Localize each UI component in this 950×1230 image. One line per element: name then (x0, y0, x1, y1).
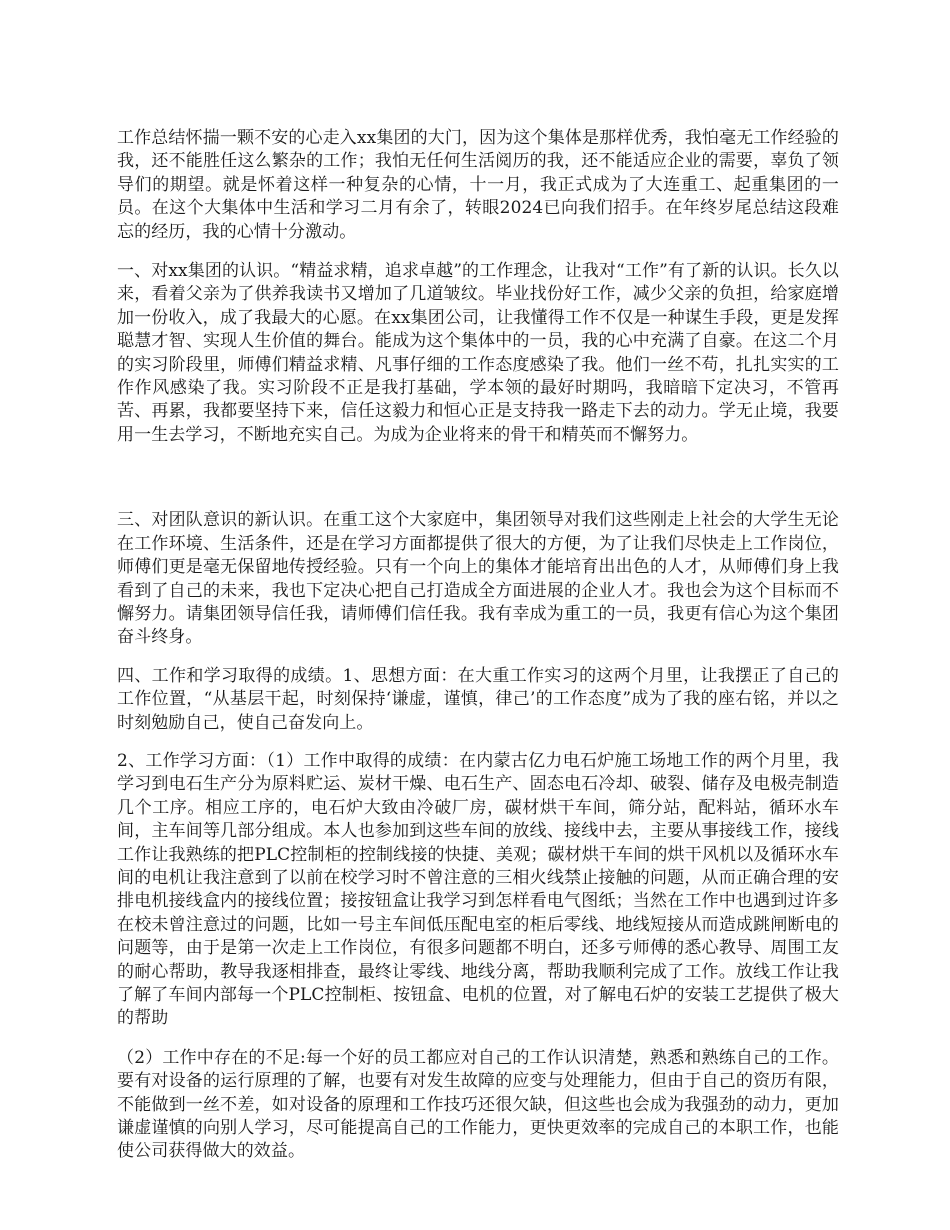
document-page (117, 127, 839, 1164)
paragraph-section-4: 四、工作和学习取得的成绩。1、思想方面：在大重工作实习的这两个月里，让我摆正了自己的工作位置，“从基层干起，时刻保持‘谦虚，谨慎，律己’的工作态度”成为了我的座右铭，并以之时刻勉励自己，使自己奋发向上。 (117, 665, 839, 733)
paragraph-intro: 工作总结怀揣一颗不安的心走入xx集团的大门，因为这个集体是那样优秀，我怕毫无工作经验的我，还不能胜任这么繁杂的工作；我怕无任何生活阅历的我，还不能适应企业的需要，辜负了领导们的期望。就是怀着这样一种复杂的心情，十一月，我正式成为了大连重工、起重集团的一员。在这个大集体中生活和学习二月有余了，转眼2024已向我们招手。在年终岁尾总结这段难忘的经历，我的心情十分激动。 (117, 128, 839, 242)
paragraph-section-1: 一、对xx集团的认识。“精益求精，追求卓越”的工作理念，让我对“工作”有了新的认识。长久以来，看着父亲为了供养我读书又增加了几道皱纹。毕业找份好工作，减少父亲的负担，给家庭增加一份收入，成了我最大的心愿。在xx集团公司，让我懂得工作不仅是一种谋生手段，更是发挥聪慧才智、实现人生价值的舞台。能成为这个集体中的一员，我的心中充满了自豪。在这二个月的实习阶段里，师傅们精益求精、凡事仔细的工作态度感染了我。他们一丝不苟，扎扎实实的工作作风感染了我。实习阶段不正是我打基础，学本领的最好时期吗，我暗暗下定决习，不管再苦、再累，我都要坚持下来，信任这毅力和恒心正是支持我一路走下去的动力。学无止境，我要用一生去学习，不断地充实自己。为成为企业将来的骨干和精英而不懈努力。 (117, 261, 839, 445)
paragraph-section-3: 三、对团队意识的新认识。在重工这个大家庭中，集团领导对我们这些刚走上社会的大学生无论在工作环境、生活条件，还是在学习方面都提供了很大的方便，为了让我们尽快走上工作岗位，师傅们更是毫无保留地传授经验。只有一个向上的集体才能培育出出色的人才，从师傅们身上我看到了自己的未来，我也下定决心把自己打造成全方面进展的企业人才。我也会为这个目标而不懈努力。请集团领导信任我，请师傅们信任我。我有幸成为重工的一员，我更有信心为这个集团奋斗终身。 (117, 510, 839, 648)
paragraph-shortcomings: （2）工作中存在的不足:每一个好的员工都应对自己的工作认识清楚，熟悉和熟练自己的工作。要有对设备的运行原理的了解，也要有对发生故障的应变与处理能力，但由于自己的资历有限，不能做到一丝不差，如对设备的原理和工作技巧还很欠缺，但这些也会成为我强劲的动力，更加谦虚谨慎的向别人学习，尽可能提高自己的工作能力，更快更效率的完成自己的本职工作，也能使公司获得做大的效益。 (117, 1047, 839, 1162)
paragraph-work-study: 2、工作学习方面：（1）工作中取得的成绩：在内蒙古亿力电石炉施工场地工作的两个月里，我学习到电石生产分为原料贮运、炭材干燥、电石生产、固态电石冷却、破裂、储存及电极壳制造几个工序。相应工序的，电石炉大致由冷破厂房，碳材烘干车间，筛分站，配料站，循环水车间，主车间等几部分组成。本人也参加到这些车间的放线、接线中去，主要从事接线工作，接线工作让我熟练的把PLC控制柜的控制线接的快捷、美观；碳材烘干车间的烘干风机以及循环水车间的电机让我注意到了以前在校学习时不曾注意的三相火线禁止接触的问题，从而正确合理的安排电机接线盒内的接线位置；接按钮盒让我学习到怎样看电气图纸；当然在工作中也遇到过许多在校未曾注意过的问题，比如一号主车间低压配电室的柜后零线、地线短接从而造成跳闸断电的问题等，由于是第一次走上工作岗位，有很多问题都不明白，还多亏师傅的悉心教导、周围工友的耐心帮助，教导我逐相排查，最终让零线、地线分离，帮助我顺利完成了工作。放线工作让我了解了车间内部每一个PLC控制柜、按钮盒、电机的位置，对了解电石炉的安装工艺提供了极大的帮助 (117, 750, 839, 1029)
